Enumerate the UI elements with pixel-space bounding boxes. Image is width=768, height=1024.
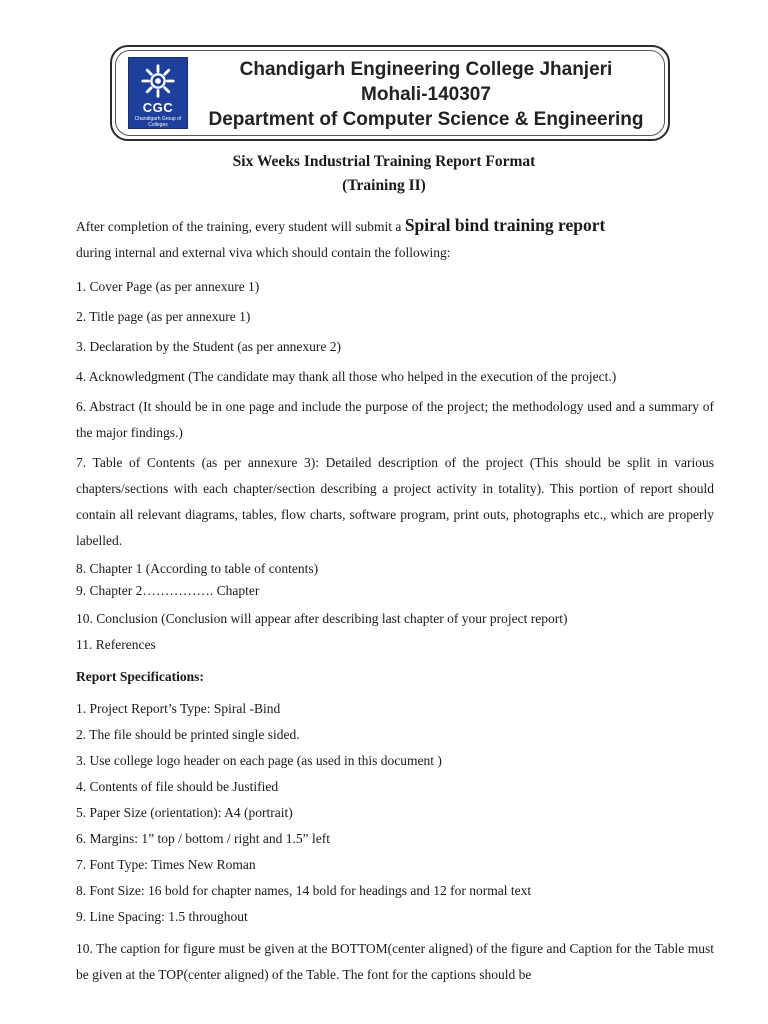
list-item: 6. Margins: 1” top / bottom / right and 1.5” left: [76, 831, 330, 846]
title-line-1: Six Weeks Industrial Training Report Format: [232, 153, 536, 170]
specs-heading: Report Specifications:: [76, 669, 204, 684]
list-item: 3. Declaration by the Student (as per annexure 2): [76, 339, 342, 354]
list-item: 2. The file should be printed single sided.: [76, 727, 300, 742]
list-item: 1. Project Report’s Type: Spiral -Bind: [76, 701, 281, 716]
logo-subtext: Chandigarh Group of Colleges: [134, 116, 182, 128]
college-name: Chandigarh Engineering College Jhanjeri: [239, 59, 613, 80]
document-title: [0, 150, 768, 198]
intro-emphasis: Spiral bind training report: [404, 215, 606, 235]
list-item: 1. Cover Page (as per annexure 1): [76, 279, 260, 294]
letterhead: [110, 45, 670, 141]
list-item: 5. Paper Size (orientation): A4 (portrait): [76, 805, 293, 820]
list-item: 7. Font Type: Times New Roman: [76, 857, 256, 872]
list-item: 8. Chapter 1 (According to table of contents): [76, 561, 319, 576]
list-item: 11. References: [76, 637, 156, 652]
list-item: 8. Font Size: 16 bold for chapter names, 14 bold for headings and 12 for normal text: [76, 883, 532, 898]
list-item: 4. Contents of file should be Justified: [76, 779, 279, 794]
list-item: 9. Chapter 2……………. Chapter: [76, 583, 260, 598]
intro-continuation: during internal and external viva which should contain the following:: [76, 245, 451, 260]
college-address: Mohali-140307: [361, 84, 491, 105]
list-item: 4. Acknowledgment (The candidate may thank all those who helped in the execution of the project.): [76, 369, 617, 384]
letterhead-text: [192, 57, 660, 132]
college-logo: [128, 57, 188, 129]
logo-text: CGC: [142, 100, 174, 115]
list-item: 9. Line Spacing: 1.5 throughout: [76, 909, 248, 924]
intro-text: After completion of the training, every student will submit a: [76, 219, 405, 234]
list-item: 10. The caption for figure must be given at the BOTTOM(center aligned) of the figure and Caption for the Table must be given at the TOP(center aligned) of the Table. The font for the captions should be: [76, 941, 714, 982]
list-item: 2. Title page (as per annexure 1): [76, 309, 251, 324]
list-item: 7. Table of Contents (as per annexure 3): Detailed description of the project (This should be split in various chapters/sections with each chapter/section describing a project activity in totality). This portion of report should contain all relevant diagrams, tables, flow charts, software program, print outs, photographs etc., which are properly labelled.: [76, 455, 714, 548]
list-item: 10. Conclusion (Conclusion will appear after describing last chapter of your project report): [76, 611, 568, 626]
department-name: Department of Computer Science & Engineering: [208, 109, 644, 130]
gear-emblem-icon: [138, 62, 178, 100]
list-item: 3. Use college logo header on each page (as used in this document ): [76, 753, 442, 768]
title-line-2: (Training II): [342, 177, 426, 194]
intro-paragraph: [76, 212, 714, 240]
list-item: 6. Abstract (It should be in one page and include the purpose of the project; the methodology used and a summary of the major findings.): [76, 399, 714, 440]
document-body: [76, 212, 714, 988]
